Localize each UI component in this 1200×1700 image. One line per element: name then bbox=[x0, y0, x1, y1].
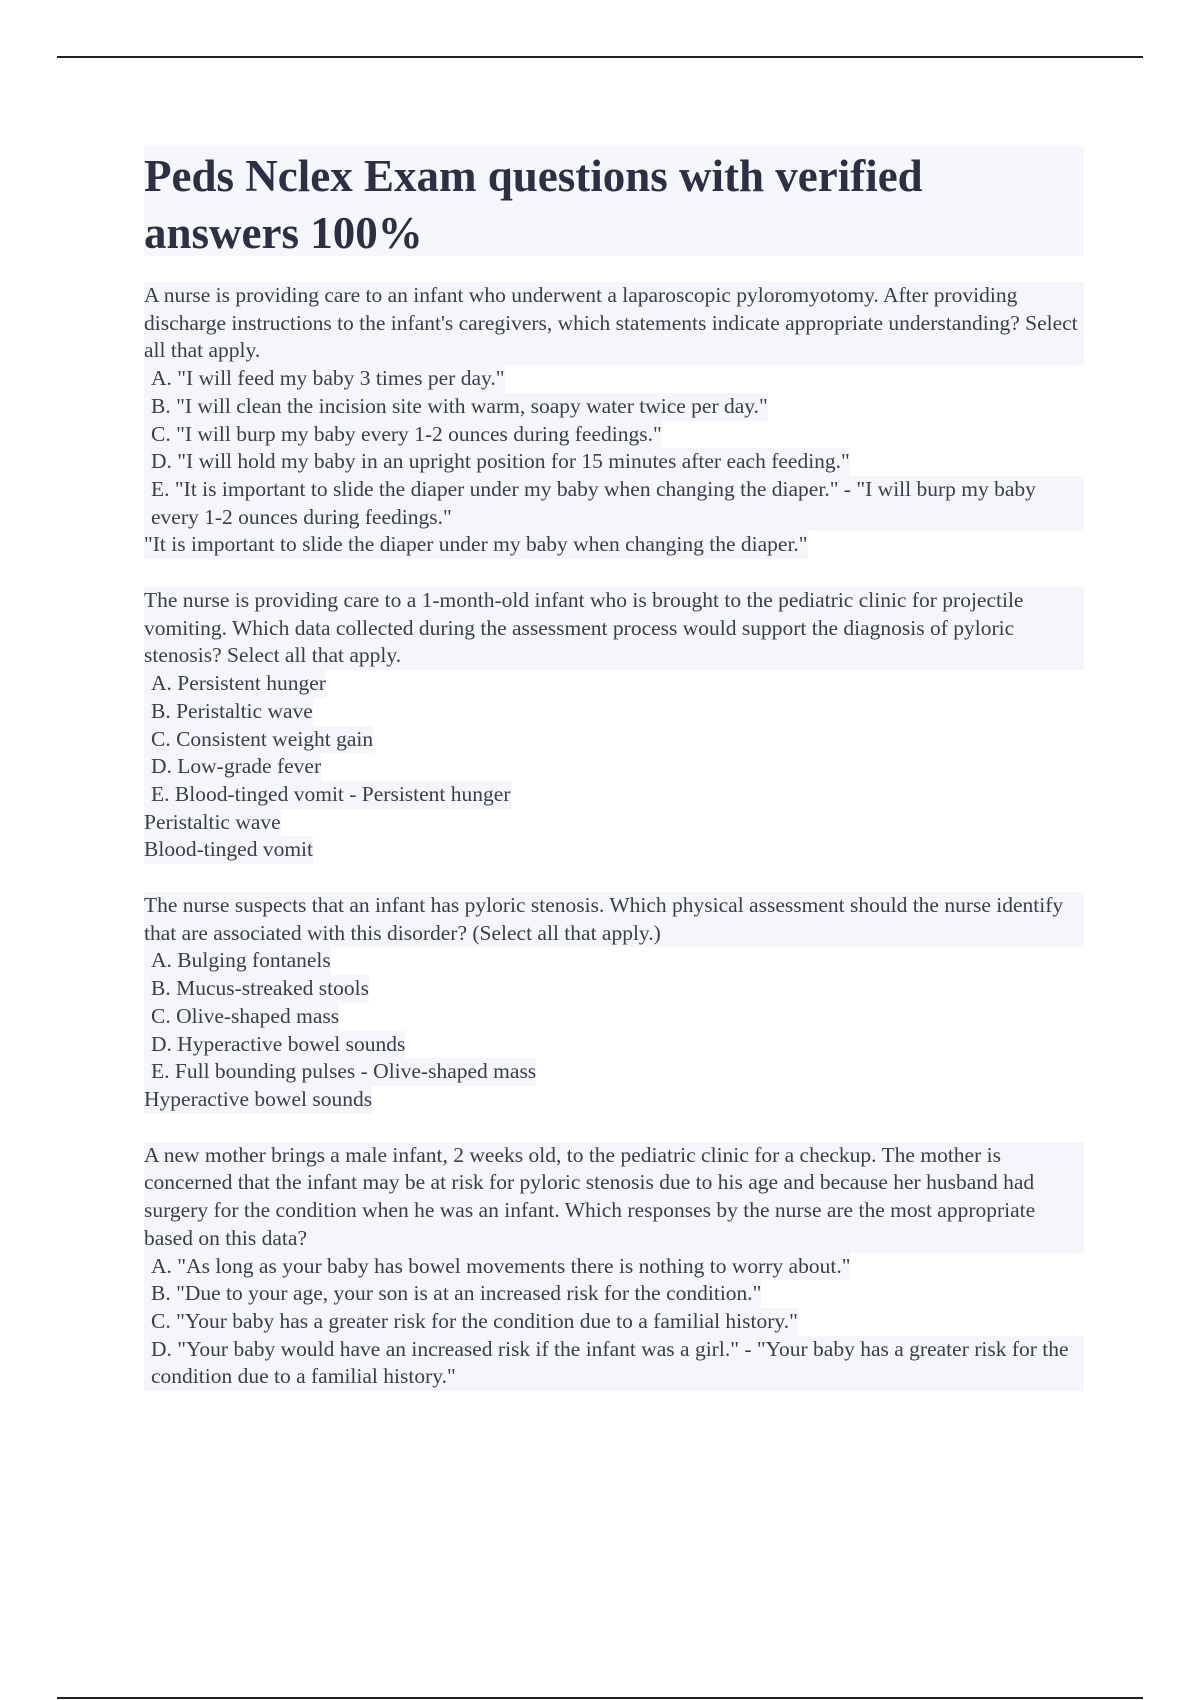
question-2 bbox=[144, 587, 1084, 864]
answer-line: Hyperactive bowel sounds bbox=[144, 1086, 372, 1114]
question-4 bbox=[144, 1142, 1084, 1391]
option-d: D. "I will hold my baby in an upright position for 15 minutes after each feeding." bbox=[144, 448, 850, 476]
option-c: C. Olive-shaped mass bbox=[144, 1003, 339, 1031]
option-a: A. "I will feed my baby 3 times per day." bbox=[144, 365, 505, 393]
option-b: B. Mucus-streaked stools bbox=[144, 975, 369, 1003]
option-d: D. Low-grade fever bbox=[144, 753, 321, 781]
option-e: E. Blood-tinged vomit - Persistent hunger bbox=[144, 781, 511, 809]
title-block bbox=[144, 146, 1084, 256]
option-a: A. Persistent hunger bbox=[144, 670, 326, 698]
option-c: C. Consistent weight gain bbox=[144, 726, 373, 754]
option-b: B. Peristaltic wave bbox=[144, 698, 313, 726]
answer-line: Blood-tinged vomit bbox=[144, 836, 313, 864]
option-b: B. "I will clean the incision site with warm, soapy water twice per day." bbox=[144, 393, 768, 421]
question-list bbox=[144, 282, 1084, 1391]
option-a: A. "As long as your baby has bowel movements there is nothing to worry about." bbox=[144, 1253, 850, 1281]
option-e: E. Full bounding pulses - Olive-shaped mass bbox=[144, 1058, 536, 1086]
answer-line: Peristaltic wave bbox=[144, 809, 281, 837]
question-stem: The nurse is providing care to a 1-month-old infant who is brought to the pediatric clinic for projectile vomiting. Which data collected during the assessment process would support the diagnosis of pyloric stenosis? Select all that apply. bbox=[144, 587, 1084, 670]
answer-line: "It is important to slide the diaper under my baby when changing the diaper." bbox=[144, 531, 808, 559]
question-3 bbox=[144, 892, 1084, 1114]
page-title: Peds Nclex Exam questions with verified answers 100% bbox=[144, 151, 923, 258]
option-d: D. "Your baby would have an increased risk if the infant was a girl." - "Your baby has a greater risk for the condition due to a familial history." bbox=[144, 1336, 1084, 1391]
question-stem: A new mother brings a male infant, 2 weeks old, to the pediatric clinic for a checkup. The mother is concerned that the infant may be at risk for pyloric stenosis due to his age and because her husband had surgery for the condition when he was an infant. Which responses by the nurse are the most appropriate based on this data? bbox=[144, 1142, 1084, 1253]
bottom-rule bbox=[57, 1697, 1143, 1699]
question-stem: A nurse is providing care to an infant who underwent a laparoscopic pyloromyotomy. After providing discharge instructions to the infant's caregivers, which statements indicate appropriate understanding? Select all that apply. bbox=[144, 282, 1084, 365]
option-d: D. Hyperactive bowel sounds bbox=[144, 1031, 405, 1059]
option-a: A. Bulging fontanels bbox=[144, 947, 331, 975]
question-stem: The nurse suspects that an infant has pyloric stenosis. Which physical assessment should the nurse identify that are associated with this disorder? (Select all that apply.) bbox=[144, 892, 1084, 947]
option-c: C. "I will burp my baby every 1-2 ounces during feedings." bbox=[144, 421, 662, 449]
option-c: C. "Your baby has a greater risk for the condition due to a familial history." bbox=[144, 1308, 798, 1336]
top-rule bbox=[57, 56, 1143, 58]
option-b: B. "Due to your age, your son is at an increased risk for the condition." bbox=[144, 1280, 761, 1308]
question-1 bbox=[144, 282, 1084, 559]
page-content bbox=[144, 146, 1084, 1419]
option-e: E. "It is important to slide the diaper under my baby when changing the diaper." - "I will burp my baby every 1-2 ounces during feedings." bbox=[144, 476, 1084, 531]
